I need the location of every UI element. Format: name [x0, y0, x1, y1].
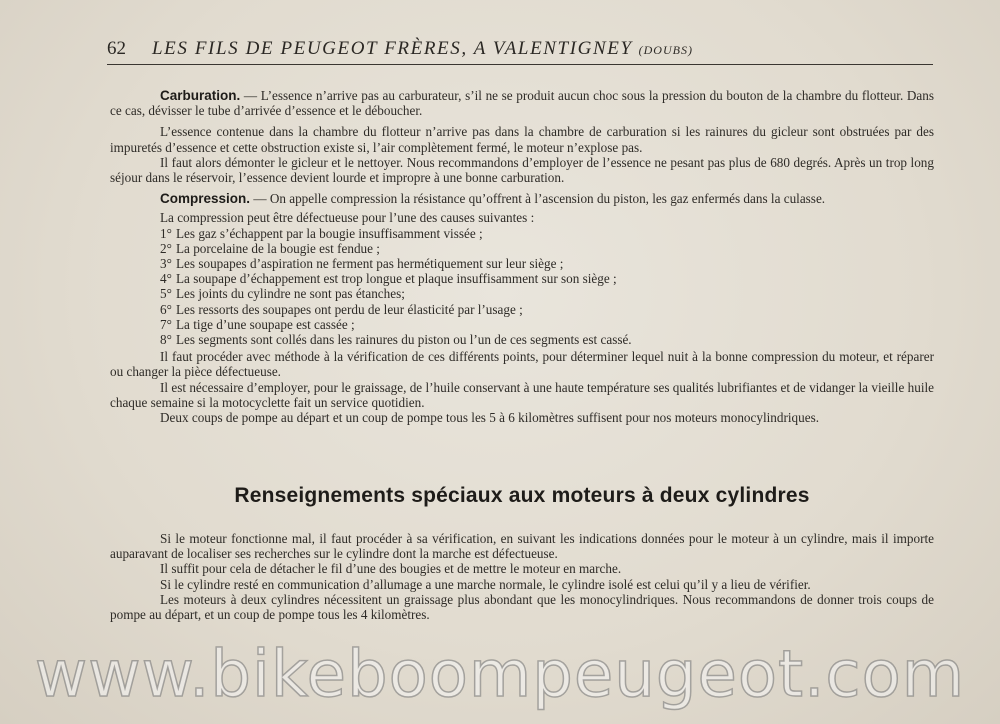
list-item-number: 5°: [160, 286, 172, 302]
list-item: [110, 271, 934, 286]
page-number: 62: [107, 38, 126, 59]
running-title-department: (DOUBS): [638, 43, 693, 57]
list-item-number: 3°: [160, 256, 172, 272]
section-paragraph-3: Si le cylindre resté en communication d’allumage a une marche normale, le cylindre isolé est celui qu’il y a lieu de vérifier.: [160, 576, 811, 592]
carburation-paragraph-1: [110, 88, 934, 118]
body-text: [110, 88, 934, 425]
compression-causes-intro: [110, 210, 934, 225]
running-title: LES FILS DE PEUGEOT FRÈRES, A VALENTIGNEY: [152, 38, 633, 59]
list-item-number: 2°: [160, 240, 172, 256]
list-item-number: 8°: [160, 332, 172, 348]
list-item: [110, 256, 934, 271]
list-item-text: La tige d’une soupape est cassée ;: [176, 316, 355, 332]
list-item-text: Les ressorts des soupapes ont perdu de leur élasticité par l’usage ;: [176, 301, 523, 317]
list-item-text: Les segments sont collés dans les rainures du piston ou l’un de ces segments est cassé.: [176, 332, 632, 348]
carburation-paragraph-2: L’essence contenue dans la chambre du flotteur n’arrive pas dans la chambre de carburation si les rainures du gicleur sont obstruées par des impuretés d’essence et cette obstruction existe si, l’air complètement fermé, le moteur n’explose pas.: [110, 124, 934, 155]
carburation-heading: Carburation.: [160, 88, 241, 103]
compression-causes-intro-text: La compression peut être défectueuse pour l’une des causes suivantes :: [160, 210, 535, 226]
list-item-text: Les soupapes d’aspiration ne ferment pas hermétiquement sur leur siège ;: [176, 256, 564, 272]
carburation-paragraph-3: Il faut alors démonter le gicleur et le nettoyer. Nous recommandons d’employer de l’essence ne pesant pas plus de 680 degrés. Après un trop long séjour dans le réservoir, l’essence devient lourde et impropre à une bonne carburation.: [110, 154, 934, 186]
carburation-paragraph-1-text: — L’essence n’arrive pas au carburateur, s’il ne se produit aucun choc sous la pression du bouton de la chambre du flotteur. Dans ce cas, dévisser le tube d’arrivée d’essence et le déboucher.: [110, 88, 934, 119]
list-item: [110, 286, 934, 301]
compression-heading: Compression.: [160, 191, 251, 207]
section-paragraph-4: Les moteurs à deux cylindres nécessitent un graissage plus abondant que les monocylindriques. Nous recommandons de donner trois coups de pompe au départ, et un coup de pompe tous les 4 kilomètres.: [110, 591, 934, 623]
compression-paragraph-1-text: — On appelle compression la résistance qu’offrent à l’ascension du piston, les gaz enfermés dans la culasse.: [250, 191, 826, 207]
list-item-number: 6°: [160, 301, 172, 317]
list-item: [110, 332, 934, 347]
list-item: [110, 226, 934, 241]
section-paragraph-1: Si le moteur fonctionne mal, il faut procéder à sa vérification, en suivant les indications données pour le moteur à un cylindre, mais il importe auparavant de localiser ses recherches sur le cylindre dont la marche est défectueuse.: [110, 531, 934, 562]
list-item-text: Les gaz s’échappent par la bougie insuffisamment vissée ;: [176, 225, 483, 241]
list-item: [110, 241, 934, 256]
list-item-number: 1°: [160, 225, 172, 241]
website-watermark: www.bikeboompeugeot.com: [34, 638, 966, 712]
compression-paragraph-4: Deux coups de pompe au départ et un coup de pompe tous les 5 à 6 kilomètres suffisent pour nos moteurs monocylindriques.: [160, 410, 820, 426]
section-heading: Renseignements spéciaux aux moteurs à deux cylindres: [234, 484, 810, 507]
section-paragraph-2: Il suffit pour cela de détacher le fil d’une des bougies et de mettre le moteur en marche.: [160, 561, 622, 577]
compression-paragraph-2: Il faut procéder avec méthode à la vérification de ces différents points, pour déterminer lequel nuit à la bonne compression du moteur, et réparer ou changer la pièce défectueuse.: [110, 349, 934, 380]
list-item-number: 7°: [160, 316, 172, 332]
list-item-text: La porcelaine de la bougie est fendue ;: [176, 240, 380, 256]
compression-paragraph-3: Il est nécessaire d’employer, pour le graissage, de l’huile conservant à une haute température ses qualités lubrifiantes et de vidanger la vieille huile chaque semaine si la motocyclette fait un service quotidien.: [110, 379, 934, 410]
compression-causes-list: [110, 210, 934, 347]
list-item-number: 4°: [160, 271, 172, 287]
list-item-text: Les joints du cylindre ne sont pas étanches;: [176, 286, 405, 302]
list-item: [110, 302, 934, 317]
list-item: [110, 317, 934, 332]
section-text: [110, 531, 934, 622]
header-rule: [107, 64, 933, 65]
compression-paragraph-1: [110, 191, 934, 206]
list-item-text: La soupape d’échappement est trop longue et plaque insuffisamment sur son siège ;: [176, 271, 617, 287]
